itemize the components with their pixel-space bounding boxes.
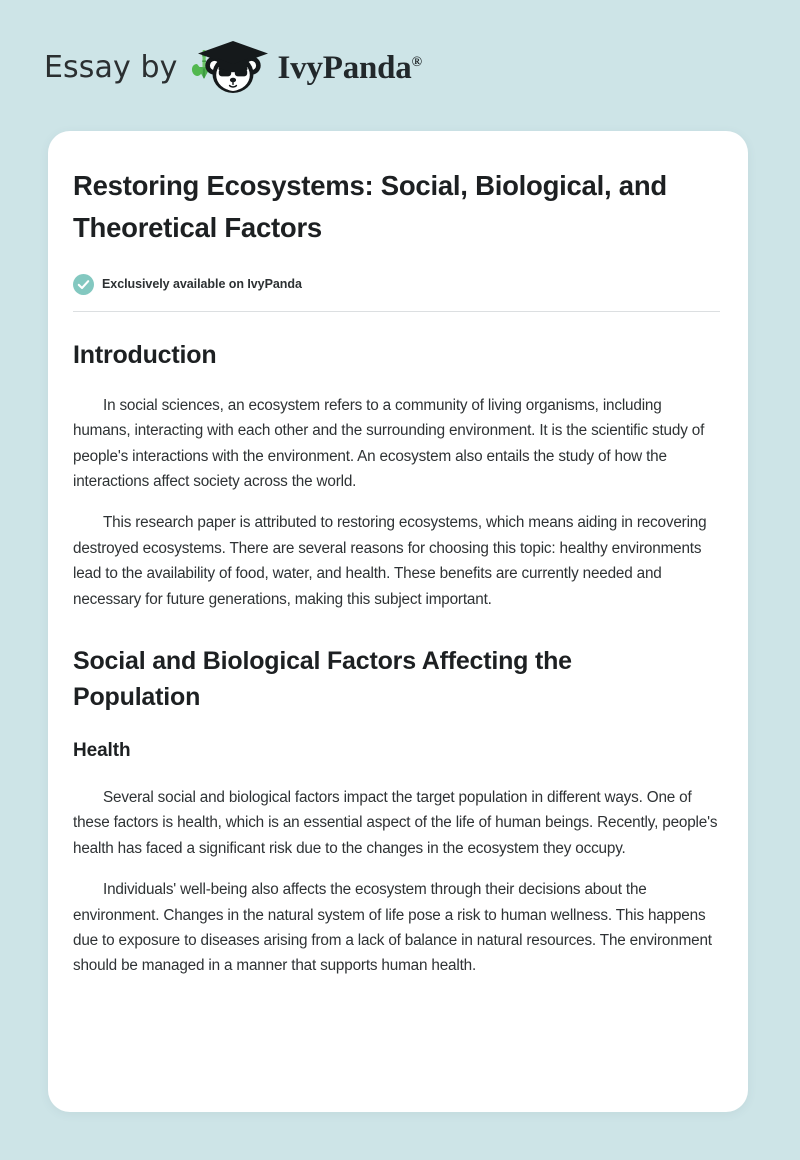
section-heading-social-and-biological-factors: Social and Biological Factors Affecting the Population: [73, 646, 572, 712]
paragraph: In social sciences, an ecosystem refers to a community of living organisms, including humans, interacting with each other and the surrounding environment. It is the scientific study of people's interactions with the environment. An ecosystem also entails the study of how the interactions affect society across the world.: [73, 396, 705, 491]
section-heading-introduction: Introduction: [73, 340, 217, 369]
paragraph: Several social and biological factors impact the target population in different ways. One of these factors is health, which is an essential aspect of the life of human beings. Recently, people's health has faced a significant risk due to the changes in the ecosystem they occupy.: [73, 789, 718, 857]
exclusive-badge-label: Exclusively available on IvyPanda: [102, 276, 302, 291]
exclusive-availability-badge: [73, 274, 722, 295]
ivypanda-wordmark: [277, 49, 422, 86]
ivypanda-wordmark-text: IvyPanda: [277, 49, 412, 86]
registered-trademark-icon: ®: [411, 54, 422, 70]
paragraph: Individuals' well-being also affects the ecosystem through their decisions about the environment. Changes in the natural system of life pose a risk to human wellness. This happens due to exposure to diseases arising from a lack of balance in natural resources. The environment should be managed in a manner that supports human health.: [73, 881, 712, 975]
subsection-heading-health: Health: [73, 740, 131, 762]
document-content: [48, 131, 748, 979]
brand-header: [44, 36, 422, 100]
header-divider: [73, 311, 720, 312]
ivypanda-panda-graduate-logo-icon: [188, 37, 272, 99]
page-title: Restoring Ecosystems: Social, Biological, and Theoretical Factors: [73, 170, 667, 243]
paragraph: This research paper is attributed to restoring ecosystems, which means aiding in recovering destroyed ecosystems. There are several reasons for choosing this topic: healthy environments lead to the availability of food, water, and health. These benefits are currently needed and necessary for future generations, making this subject important.: [73, 514, 707, 608]
essay-by-label: Essay by: [44, 50, 178, 85]
essay-document-card: [48, 131, 748, 1112]
check-circle-icon: [73, 274, 94, 295]
